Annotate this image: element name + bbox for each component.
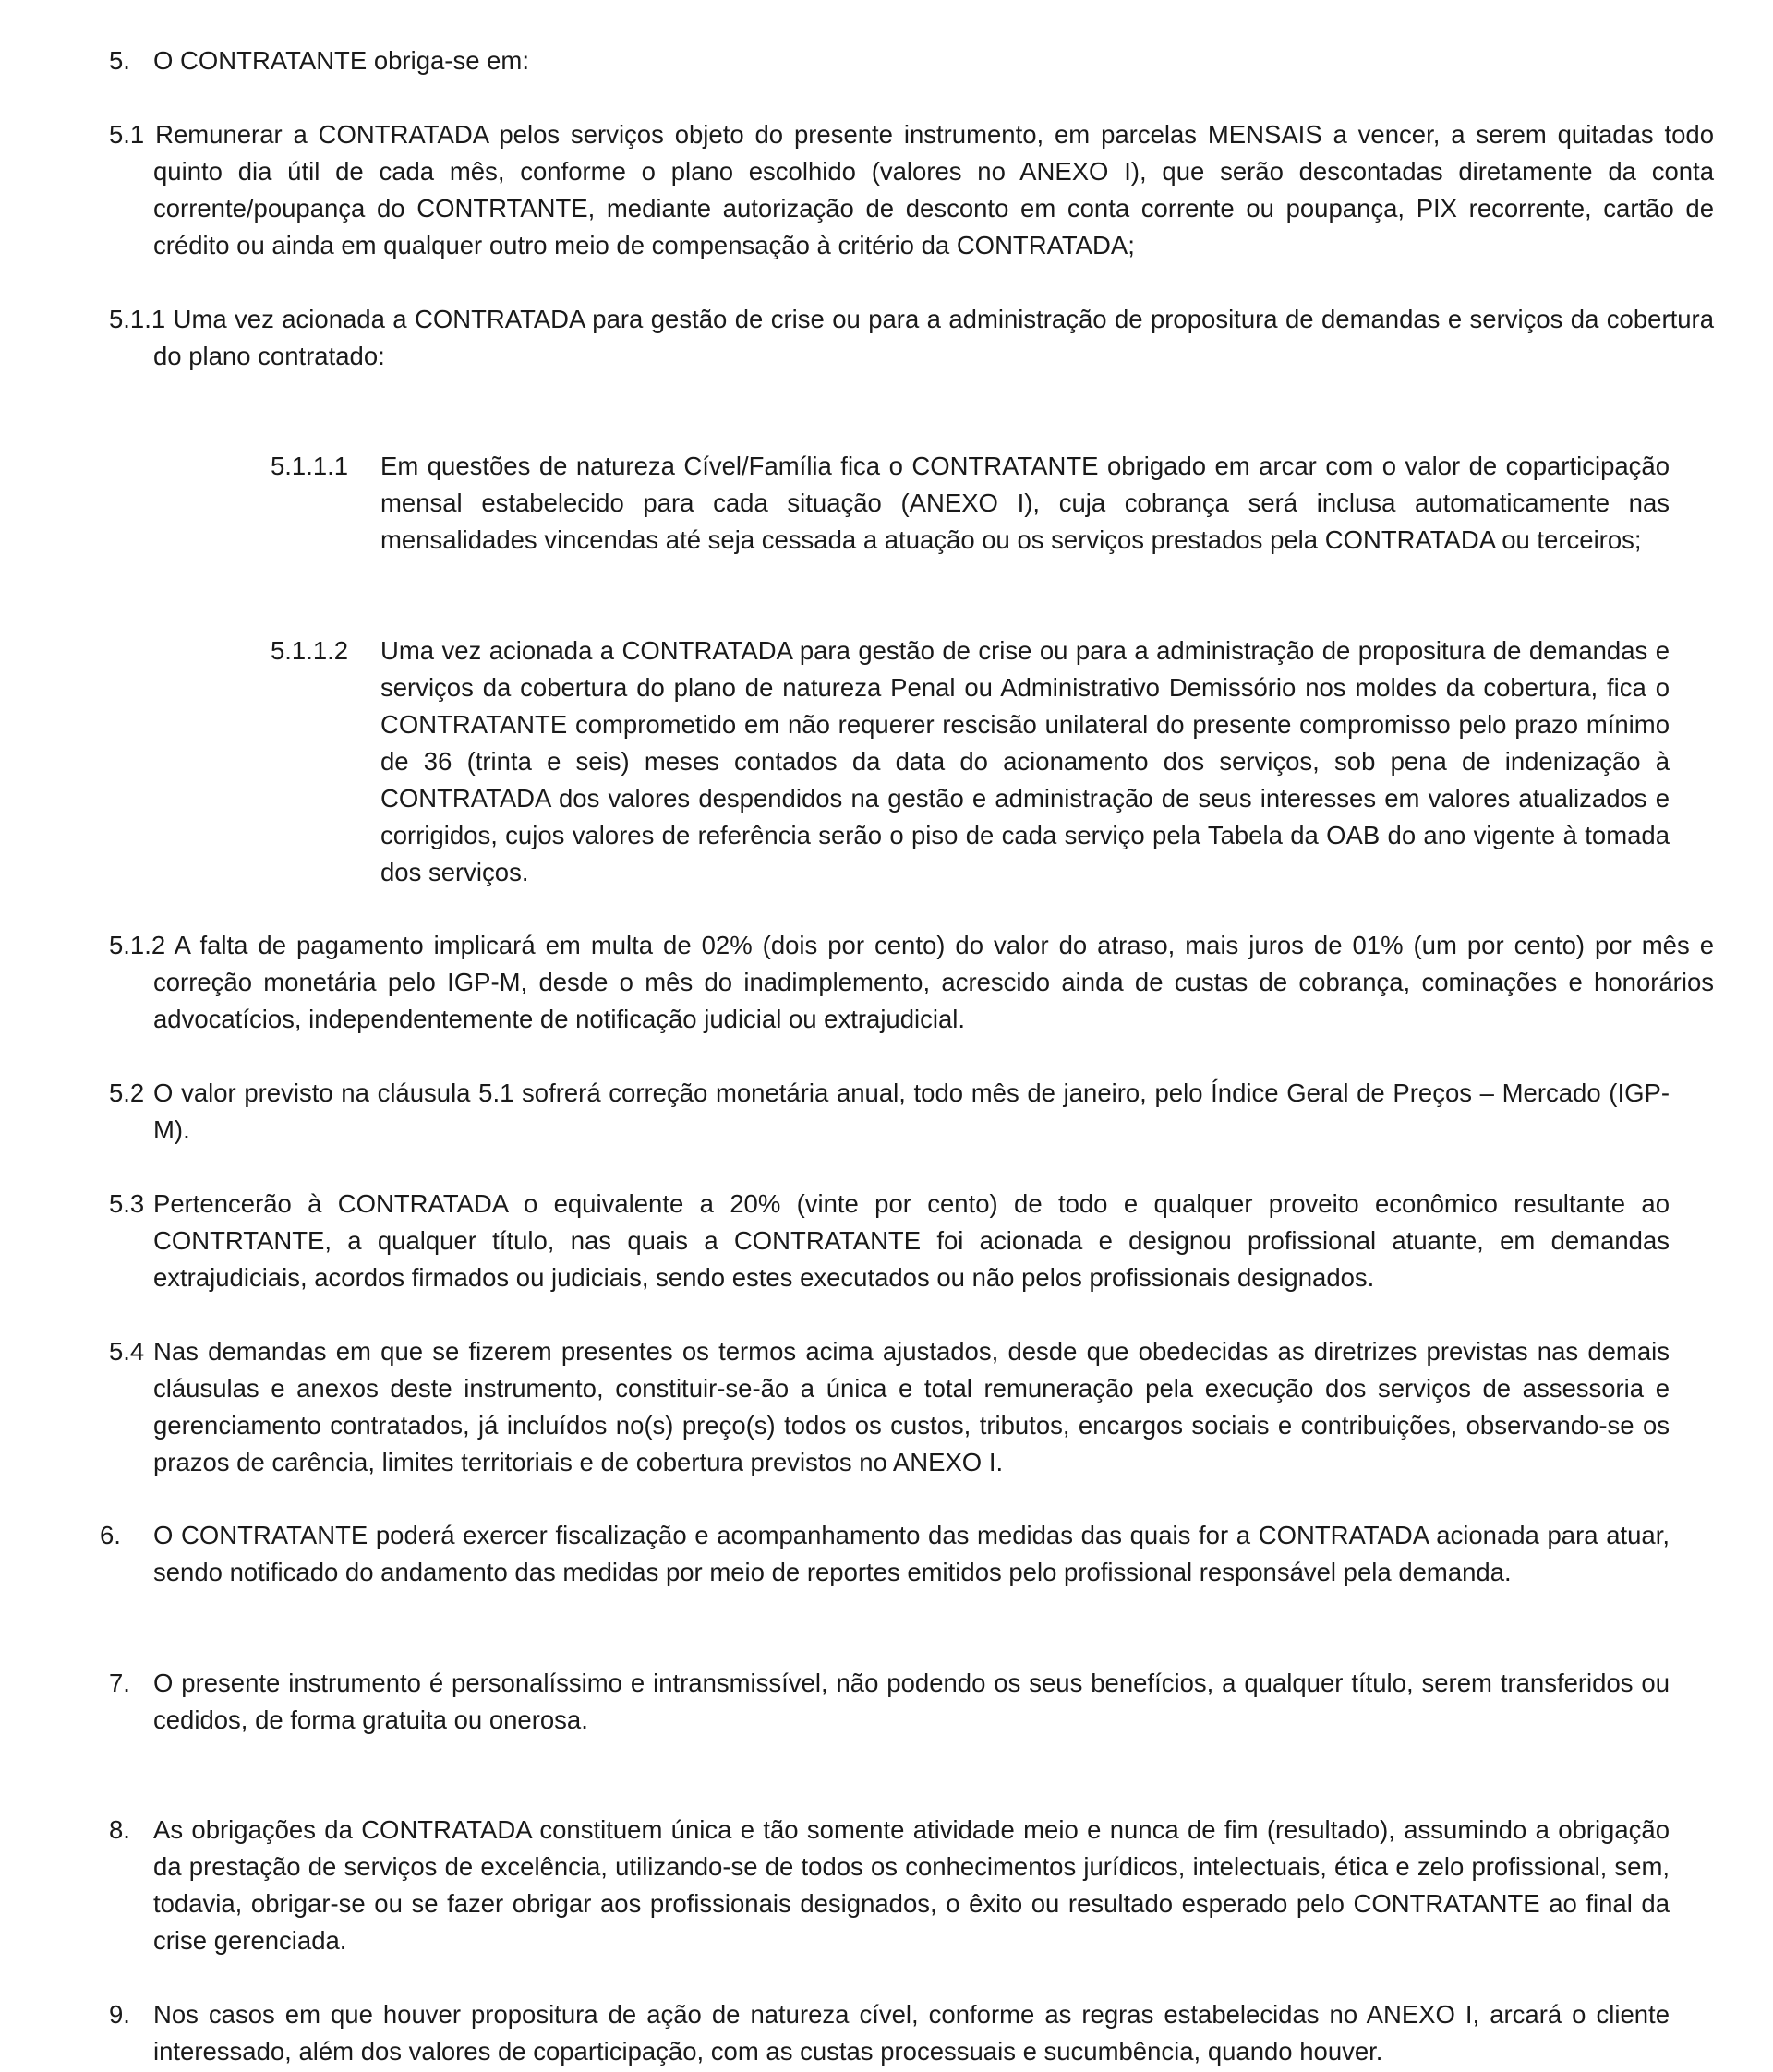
clause-number: 5.3 bbox=[109, 1189, 145, 1218]
clause-text: As obrigações da CONTRATADA constituem única e tão somente atividade meio e nunca de fim (resultado), assumindo a obrigação da prestação de serviços de excelência, utilizando-se de todos os conhecimentos jurídicos, intelectuais, ética e zelo profissional, sem, todavia, obrigar-se ou se fazer obrigar aos profissionais designados, o êxito ou resultado esperado pelo CONTRATANTE ao final da crise gerenciada. bbox=[153, 1815, 1670, 1955]
clause-text: Nos casos em que houver propositura de ação de natureza cível, conforme as regras estabelecidas no ANEXO I, arcará o cliente interessado, além dos valores de coparticipação, com as custas processuais e sucumbência, quando houver. bbox=[153, 2000, 1670, 2066]
clause-number: 6. bbox=[100, 1521, 121, 1549]
clause-number: 7. bbox=[109, 1668, 130, 1697]
clause-text: Nas demandas em que se fizerem presentes os termos acima ajustados, desde que obedecidas as diretrizes previstas nas demais cláusulas e anexos deste instrumento, constituir-se-ão a única e total remuneração pela execução dos serviços de assessoria e gerenciamento contratados, já incluídos no(s) preço(s) todos os custos, tributos, encargos sociais e contribuições, observando-se os prazos de carência, limites territoriais e de cobertura previstos no ANEXO I. bbox=[153, 1337, 1670, 1476]
clause-text: 5.1 Remunerar a CONTRATADA pelos serviços objeto do presente instrumento, em parcelas MENSAIS a vencer, a serem quitadas todo quinto dia útil de cada mês, conforme o plano escolhido (valores no ANEXO I), que serão descontadas diretamente da conta corrente/poupança do CONTRTANTE, mediante autorização de desconto em conta corrente ou poupança, PIX recorrente, cartão de crédito ou ainda em qualquer outro meio de compensação à critério da CONTRATADA; bbox=[109, 120, 1714, 259]
clause-text: 5.1.2 A falta de pagamento implicará em multa de 02% (dois por cento) do valor do atraso, mais juros de 01% (um por cento) por mês e correção monetária pelo IGP-M, desde o mês do inadimplemento, acrescido ainda de custas de cobrança, cominações e honorários advocatícios, independentemente de notificação judicial ou extrajudicial. bbox=[109, 931, 1714, 1033]
clause-text: Uma vez acionada a CONTRATADA para gestão de crise ou para a administração de propositura de demandas e serviços da cobertura do plano de natureza Penal ou Administrativo Demissório nos moldes da cobertura, fica o CONTRATANTE comprometido em não requerer rescisão unilateral do presente compromisso pelo prazo mínimo de 36 (trinta e seis) meses contados da data do acionamento dos serviços, sob pena de indenização à CONTRATADA dos valores despendidos na gestão e administração de seus interesses em valores atualizados e corrigidos, cujos valores de referência serão o piso de cada serviço pela Tabela da OAB do ano vigente à tomada dos serviços. bbox=[380, 636, 1670, 886]
clause-number: 5.1.1.1 bbox=[271, 452, 349, 480]
clause-text: Em questões de natureza Cível/Família fica o CONTRATANTE obrigado em arcar com o valor de coparticipação mensal estabelecido para cada situação (ANEXO I), cuja cobrança será inclusa automaticamente nas mensalidades vincendas até seja cessada a atuação ou os serviços prestados pela CONTRATADA ou terceiros; bbox=[380, 452, 1670, 554]
clause-number: 5.1.1.2 bbox=[271, 636, 349, 665]
clause-number: 5. bbox=[109, 46, 130, 75]
clause-text: O presente instrumento é personalíssimo e intransmissível, não podendo os seus benefícios, a qualquer título, serem transferidos ou cedidos, de forma gratuita ou onerosa. bbox=[153, 1668, 1670, 1734]
clause-number: 8. bbox=[109, 1815, 130, 1844]
clause-text: 5.1.1 Uma vez acionada a CONTRATADA para gestão de crise ou para a administração de propositura de demandas e serviços da cobertura do plano contratado: bbox=[109, 305, 1714, 370]
clause-text: O CONTRATANTE obriga-se em: bbox=[153, 46, 529, 75]
clause-text: Pertencerão à CONTRATADA o equivalente a 20% (vinte por cento) de todo e qualquer proveito econômico resultante ao CONTRTANTE, a qualquer título, nas quais a CONTRATANTE foi acionada e designou profissional atuante, em demandas extrajudiciais, acordos firmados ou judiciais, sendo estes executados ou não pelos profissionais designados. bbox=[153, 1189, 1670, 1292]
clause-number: 5.4 bbox=[109, 1337, 145, 1366]
clause-number: 9. bbox=[109, 2000, 130, 2029]
clause-number: 5.2 bbox=[109, 1078, 145, 1107]
clause-text: O CONTRATANTE poderá exercer fiscalização e acompanhamento das medidas das quais for a CONTRATADA acionada para atuar, sendo notificado do andamento das medidas por meio de reportes emitidos pelo profissional responsável pela demanda. bbox=[153, 1521, 1670, 1586]
clause-text: O valor previsto na cláusula 5.1 sofrerá correção monetária anual, todo mês de janeiro, pelo Índice Geral de Preços – Mercado (IGP-M). bbox=[153, 1078, 1670, 1144]
